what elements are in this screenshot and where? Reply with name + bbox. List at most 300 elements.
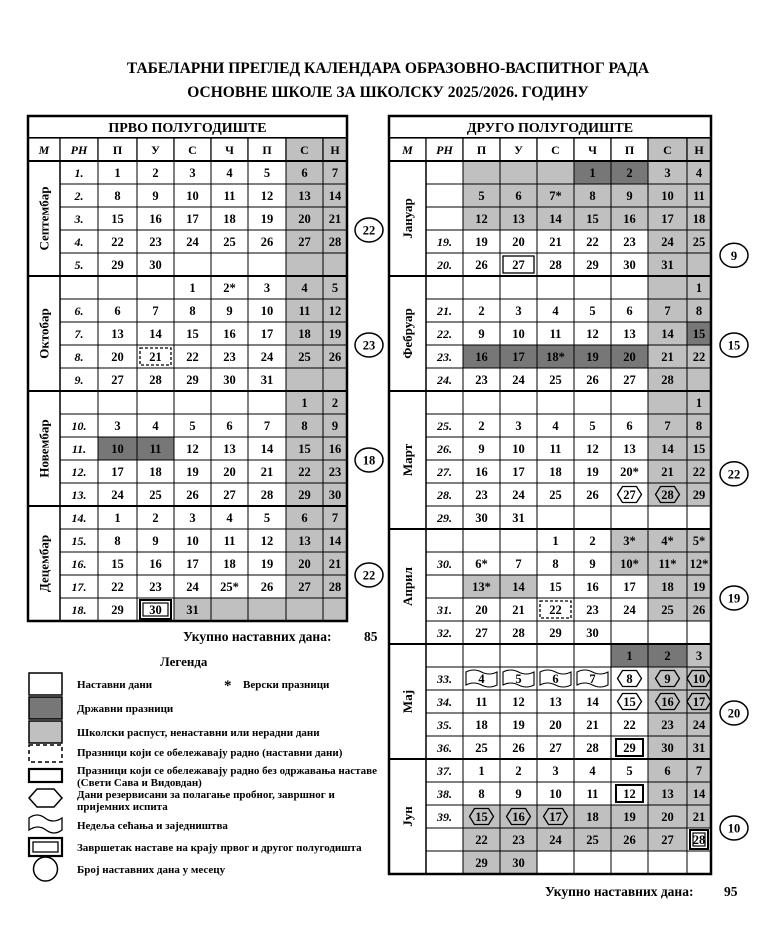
day-number: 16 [475,465,488,479]
week-number: 26. [437,442,452,456]
day-number: 14 [661,327,674,341]
day-number: 12 [512,695,525,709]
day-number: 6 [626,304,633,318]
day-cell [611,391,648,414]
day-number: 14 [512,580,525,594]
day-number: 17 [692,695,706,709]
month-day-count: 22 [362,568,376,583]
day-cell [248,253,286,276]
day-number: 24 [549,833,562,847]
day-number: 6 [114,304,121,318]
day-number: 8 [301,419,308,433]
day-number: 7 [695,764,703,778]
day-number: 23 [328,465,342,479]
day-cell [537,391,574,414]
day-number: 9 [478,442,485,456]
day-cell [687,851,711,874]
day-cell [137,276,174,299]
day-number: 11 [549,327,562,341]
day-number: 29 [623,741,636,755]
day-number: 4 [552,304,559,318]
day-number: 18 [475,718,488,732]
week-number: 16. [71,557,87,571]
day-number: 14 [692,787,706,801]
legend-teaching-day-count: Број наставних дана у месецу [77,864,226,876]
week-number-cell [426,161,463,184]
day-number: 8 [695,304,703,318]
day-number: 9 [515,787,522,801]
day-number: 8 [552,557,559,571]
week-number-cell [426,207,463,230]
month-name: Јануар [400,198,415,239]
day-number: 14 [328,189,342,203]
day-number: 2 [152,511,159,525]
day-number: 2 [626,166,633,180]
day-number: 25 [692,235,706,249]
day-number: 27 [298,235,311,249]
column-header-2: П [112,143,123,157]
day-number: 3 [695,649,703,663]
day-number: 31 [260,373,274,387]
day-number: 21 [549,235,562,249]
day-number: 23 [149,580,162,594]
day-number: 16 [223,327,236,341]
day-cell [500,391,537,414]
day-number: 27 [549,741,562,755]
day-number: 1 [695,281,703,295]
day-number: 3 [552,764,559,778]
day-number: 3 [515,304,522,318]
day-number: 22 [586,235,599,249]
legend-dashed-box-icon [29,745,62,762]
day-number: 10 [512,442,525,456]
column-header-0: М [402,143,413,157]
day-number: 5 [515,672,522,686]
day-number: 26 [623,833,636,847]
week-number: 22. [437,327,452,341]
day-number: 19 [260,557,274,571]
day-number: 12 [586,442,599,456]
day-number: 3 [189,166,196,180]
month-name: Јун [400,806,415,827]
day-number: 28 [260,488,274,502]
day-number: 13 [298,534,311,548]
day-number: 4 [478,672,485,686]
second-semester-total-value: 95 [724,884,738,899]
day-number: 7 [664,304,671,318]
day-cell [687,506,711,529]
day-number: 19 [512,718,525,732]
day-number: 6 [515,189,522,203]
day-number: 30 [661,741,674,755]
second-semester-total-label: Укупно наставних дана: [545,884,694,899]
month-name: Април [400,567,415,606]
right-semester-title: ДРУГО ПОЛУГОДИШТЕ [466,121,634,136]
day-number: 24 [260,350,274,364]
day-number: 15 [111,212,124,226]
day-number: 6 [552,672,559,686]
day-number: 24 [512,488,525,502]
day-number: 12 [475,212,488,226]
column-header-6: П [262,143,272,157]
day-number: 15 [111,557,124,571]
day-number: 26 [475,258,488,272]
month-name: Март [400,443,415,477]
day-number: 23 [149,235,162,249]
day-number: 6 [301,166,308,180]
week-number: 35. [437,718,452,732]
day-number: 23 [475,373,488,387]
week-number: 12. [71,465,87,479]
day-number: 25 [549,488,562,502]
day-number: 27 [475,626,488,640]
day-number: 30 [586,626,599,640]
day-number: 4 [152,419,159,433]
day-number: 11 [586,787,599,801]
day-number: 24 [512,373,525,387]
day-number: 8 [626,672,633,686]
day-cell [574,391,611,414]
day-number: 24 [186,235,199,249]
day-cell [611,851,648,874]
day-number: 3 [263,281,271,295]
day-number: 27 [512,258,525,272]
day-number: 4 [301,281,308,295]
month-day-count: 18 [362,453,376,468]
week-number: 28. [437,488,452,502]
day-number: 2 [515,764,522,778]
day-number: 20 [223,465,236,479]
day-number: 12 [260,534,274,548]
day-number: 27 [661,833,674,847]
day-number: 21 [661,350,674,364]
day-number: 22 [298,465,311,479]
day-number: 5 [626,764,633,778]
day-number: 28 [692,833,706,847]
day-number: 17 [512,465,525,479]
day-number: 27 [298,580,311,594]
day-number: 22 [692,465,706,479]
legend-state-holidays: Државни празници [77,703,174,715]
day-number: 9 [152,189,159,203]
column-header-8: Н [330,143,340,157]
month-day-count: 19 [727,591,741,606]
day-number: 5* [692,534,706,548]
day-number: 11 [298,304,311,318]
day-cell [537,851,574,874]
day-number: 1 [189,281,196,295]
day-number: 16 [586,580,599,594]
legend-grey-box-icon [29,721,62,743]
day-number: 12 [260,189,274,203]
day-number: 18 [223,557,236,571]
day-number: 11 [223,189,236,203]
legend-hexagon-icon [29,789,62,807]
day-number: 3 [114,419,121,433]
day-cell [648,506,687,529]
day-number: 4 [226,166,233,180]
week-number: 3. [74,212,84,226]
column-header-0: М [38,143,50,157]
day-cell [211,253,248,276]
day-number: 15 [692,442,706,456]
day-number: 24 [661,235,674,249]
day-number: 5 [189,419,196,433]
day-number: 4 [589,764,596,778]
day-number: 8 [695,419,703,433]
legend-dark-box-icon [29,697,62,719]
day-number: 12 [328,304,342,318]
day-number: 17 [661,212,674,226]
day-cell [286,253,323,276]
day-number: 16 [149,212,162,226]
day-number: 15 [298,442,311,456]
day-number: 12 [186,442,199,456]
column-header-5: Ч [225,143,234,157]
day-number: 19 [328,327,342,341]
day-number: 8 [589,189,596,203]
day-cell [687,368,711,391]
day-number: 16 [512,810,525,824]
day-number: 29 [549,626,562,640]
day-number: 7 [263,419,271,433]
legend-title: Легенда [160,654,208,669]
day-number: 16 [149,557,162,571]
day-number: 9 [664,672,671,686]
day-number: 15 [692,327,706,341]
day-number: 19 [586,465,599,479]
day-cell [574,644,611,667]
week-number: 31. [437,603,452,617]
day-number: 10 [512,327,525,341]
day-number: 5 [263,511,271,525]
day-number: 1 [626,649,633,663]
week-number: 9. [74,373,84,387]
day-number: 13 [111,327,124,341]
day-cell [323,598,347,621]
day-cell [611,621,648,644]
day-number: 16 [661,695,674,709]
day-number: 28 [661,488,674,502]
day-number: 4 [695,166,703,180]
day-number: 18* [546,350,565,364]
day-number: 19 [586,350,599,364]
day-number: 31 [512,511,525,525]
day-cell [648,851,687,874]
legend-religious-holidays: Верски празници [243,679,330,691]
day-cell [537,644,574,667]
day-cell [648,276,687,299]
day-number: 20* [620,465,639,479]
week-number: 18. [71,603,87,617]
day-number: 10 [549,787,562,801]
week-number: 25. [437,419,452,433]
day-number: 6 [301,511,308,525]
legend-end-of-term: Завршетак наставе на крају првог и другог полугодишта [77,842,362,854]
day-number: 19 [186,465,199,479]
day-number: 11 [693,189,705,203]
day-number: 26 [186,488,199,502]
day-cell [574,851,611,874]
day-number: 25 [586,833,599,847]
week-number: 21. [437,304,452,318]
day-number: 18 [223,212,236,226]
day-number: 11 [549,442,562,456]
day-number: 1 [552,534,559,548]
day-number: 2 [478,419,485,433]
day-number: 21 [512,603,525,617]
day-number: 13 [661,787,674,801]
day-number: 22 [623,718,636,732]
day-number: 10 [186,534,199,548]
day-number: 1 [114,511,121,525]
day-number: 16 [475,350,488,364]
day-cell [537,276,574,299]
day-number: 6 [226,419,233,433]
day-number: 21 [692,810,706,824]
day-cell [611,276,648,299]
column-header-3: У [151,143,160,157]
day-number: 30 [149,258,162,272]
legend-working-holidays: Празници који се обележавају радно (наставни дани) [77,747,343,759]
day-number: 26 [260,235,274,249]
day-number: 25 [475,741,488,755]
column-header-1: РН [70,143,88,157]
day-number: 3 [189,511,196,525]
day-number: 15 [549,580,562,594]
day-number: 25 [298,350,311,364]
day-cell [248,598,286,621]
day-cell [500,276,537,299]
day-cell [463,644,500,667]
legend-school-break: Школски распуст, ненаставни или нерадни дани [77,727,320,739]
day-number: 1 [695,396,703,410]
day-number: 26 [512,741,525,755]
day-number: 18 [692,212,706,226]
day-number: 26 [586,373,599,387]
day-number: 16 [328,442,342,456]
day-number: 20 [512,235,525,249]
day-number: 15 [623,695,636,709]
day-number: 30 [328,488,342,502]
day-number: 17 [186,212,199,226]
day-cell [248,391,286,414]
day-number: 17 [111,465,124,479]
day-number: 5 [589,304,596,318]
column-header-7: С [300,143,309,157]
day-number: 12 [623,787,636,801]
week-number: 2. [74,189,84,203]
day-number: 14 [586,695,599,709]
day-number: 19 [475,235,488,249]
day-number: 31 [692,741,706,755]
day-number: 21 [328,557,342,571]
week-number: 36. [437,741,452,755]
day-number: 12* [689,557,709,571]
day-cell [211,391,248,414]
day-number: 23 [223,350,236,364]
week-number-cell [426,529,463,552]
day-number: 24 [623,603,636,617]
day-number: 26 [260,580,274,594]
day-cell [687,621,711,644]
day-cell [137,391,174,414]
day-cell [98,391,137,414]
day-number: 11 [475,695,488,709]
day-number: 10* [620,557,639,571]
week-number-cell [60,276,98,299]
day-number: 19 [692,580,706,594]
day-number: 16 [623,212,636,226]
day-number: 24 [186,580,199,594]
day-number: 6 [626,419,633,433]
day-number: 7 [331,511,339,525]
day-number: 10 [111,442,124,456]
day-number: 9 [589,557,596,571]
day-cell [500,644,537,667]
week-number: 33. [437,672,452,686]
day-cell [463,391,500,414]
day-number: 13 [549,695,562,709]
day-number: 23 [661,718,674,732]
day-number: 22 [692,350,706,364]
day-number: 20 [111,350,124,364]
day-number: 23 [512,833,525,847]
day-number: 30 [149,603,162,617]
month-day-count: 23 [362,338,376,353]
day-number: 8 [189,304,196,318]
day-number: 22 [475,833,488,847]
month-day-count: 22 [362,223,376,238]
week-number-cell [426,184,463,207]
day-number: 7 [664,419,671,433]
week-number: 1. [74,166,84,180]
day-cell [286,598,323,621]
day-number: 29 [692,488,706,502]
day-number: 5 [331,281,339,295]
day-number: 17 [512,350,525,364]
day-number: 20 [623,350,636,364]
day-number: 14 [260,442,274,456]
day-number: 31 [661,258,674,272]
day-number: 25 [149,488,162,502]
day-number: 23 [623,235,636,249]
day-cell [500,161,537,184]
day-number: 1 [589,166,596,180]
day-number: 17 [623,580,636,594]
day-number: 2 [589,534,596,548]
day-number: 10 [186,189,199,203]
day-number: 30 [223,373,236,387]
day-number: 8 [114,534,121,548]
column-header-8: Н [694,143,704,157]
day-number: 28 [661,373,674,387]
day-number: 20 [549,718,562,732]
week-number: 17. [71,580,87,594]
week-number: 20. [437,258,452,272]
day-number: 18 [549,465,562,479]
week-number: 5. [74,258,84,272]
day-number: 12 [586,327,599,341]
day-number: 13* [472,580,491,594]
day-number: 7 [331,166,339,180]
day-cell [174,253,211,276]
day-cell [537,506,574,529]
day-number: 17 [549,810,562,824]
day-cell [463,276,500,299]
day-number: 20 [475,603,488,617]
week-number: 11. [71,442,87,456]
